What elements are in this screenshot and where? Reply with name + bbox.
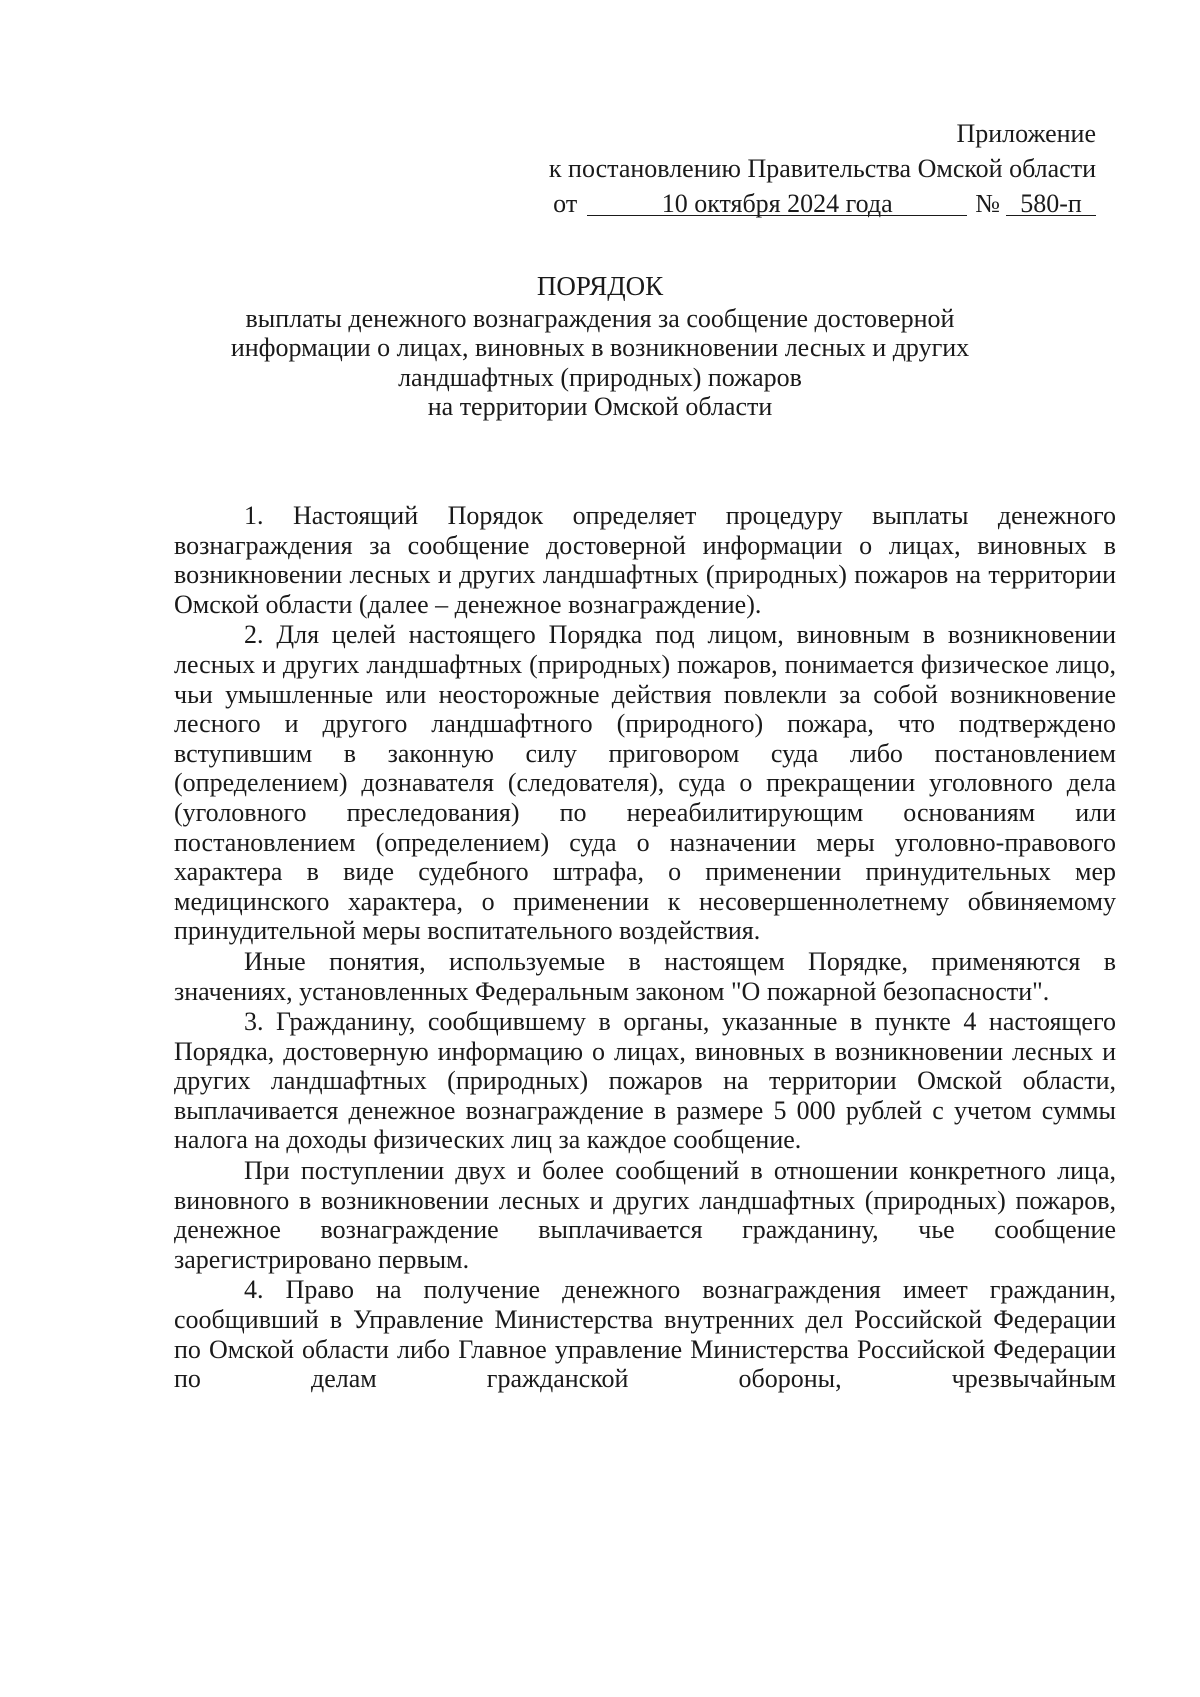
paragraph-4: 4. Право на получение денежного вознаграждения имеет гражданин, сообщивший в Управление Министерства внутренних дел Российской Федерации по Омской области либо Главное управление Министерства Российской Федерации по делам гражданской обороны, чрезвычайным: [174, 1275, 1116, 1394]
document-body: [174, 501, 1116, 1395]
annex-title: Приложение: [956, 119, 1096, 148]
title-main: ПОРЯДОК: [536, 271, 664, 301]
resolution-date: 10 октября 2024 года: [587, 193, 967, 216]
title-line: выплаты денежного вознаграждения за сообщение достоверной: [245, 303, 955, 333]
resolution-number: 580-п: [1006, 193, 1096, 216]
paragraph-3: 3. Гражданину, сообщившему в органы, указанные в пункте 4 настоящего Порядка, достоверную информацию о лицах, виновных в возникновении лесных и других ландшафтных (природных) пожаров на территории Омской области, выплачивается денежное вознаграждение в размере 5 000 рублей с учетом суммы налога на доходы физических лиц за каждое сообщение.: [174, 1007, 1116, 1155]
paragraph-2: 2. Для целей настоящего Порядка под лицом, виновным в возникновении лесных и других ландшафтных (природных) пожаров, понимается физическое лицо, чьи умышленные или неосторожные действия повлекли за собой возникновение лесного и другого ландшафтного (природного) пожара, что подтверждено вступившим в законную силу приговором суда либо постановлением (определением) дознавателя (следователя), суда о прекращении уголовного дела (уголовного преследования) по нереабилитирующим основаниям или постановлением (определением) суда о назначении меры уголовно-правового характера в виде судебного штрафа, о применении принудительных мер медицинского характера, о применении к несовершеннолетнему обвиняемому принудительной меры воспитательного воздействия.: [174, 620, 1116, 946]
paragraph-3-priority: При поступлении двух и более сообщений в отношении конкретного лица, виновного в возникновении лесных и других ландшафтных (природных) пожаров, денежное вознаграждение выплачивается гражданину, чье сообщение зарегистрировано первым.: [174, 1156, 1116, 1274]
annex-reference: к постановлению Правительства Омской области: [548, 154, 1096, 183]
document-title: [150, 272, 1050, 422]
title-line: на территории Омской области: [427, 392, 773, 421]
date-prefix: от: [553, 189, 578, 218]
title-line: информации о лицах, виновных в возникновении лесных и других: [230, 333, 970, 362]
number-prefix: №: [975, 189, 1000, 218]
paragraph-1: 1. Настоящий Порядок определяет процедуру выплаты денежного вознаграждения за сообщение достоверной информации о лицах, виновных в возникновении лесных и других ландшафтных (природных) пожаров на территории Омской области (далее – денежное вознаграждение).: [174, 501, 1116, 619]
title-line: ландшафтных (природных) пожаров: [398, 362, 802, 392]
annex-header: [456, 116, 1096, 221]
annex-date-row: [456, 186, 1096, 221]
paragraph-2-concepts: Иные понятия, используемые в настоящем Порядке, применяются в значениях, установленных Федеральным законом "О пожарной безопасности".: [174, 946, 1116, 1006]
